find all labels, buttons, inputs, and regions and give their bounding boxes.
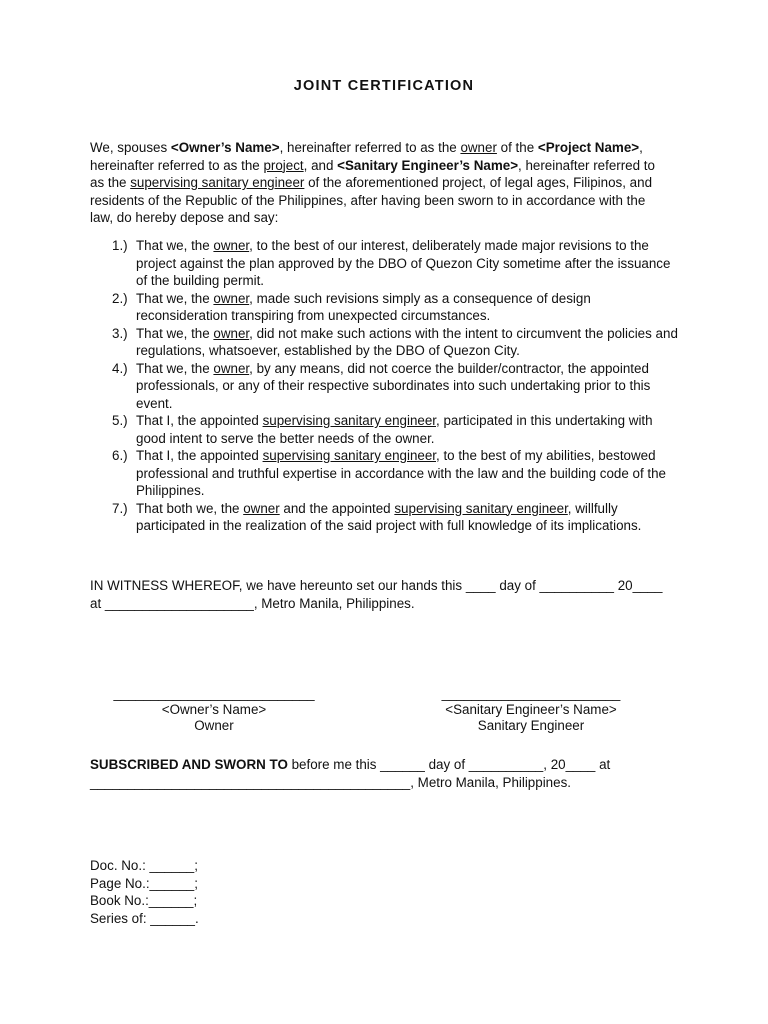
supervising-engineer-term: supervising sanitary engineer: [130, 175, 305, 190]
declaration-item: [112, 237, 684, 290]
notary-details: [90, 857, 199, 927]
item-text: That I, the appointed: [136, 448, 263, 463]
declaration-item: [112, 412, 684, 447]
owner-signature-line: ___________________________: [113, 686, 315, 701]
item-number: 4.): [112, 360, 128, 376]
series-number: Series of: ______.: [90, 910, 199, 926]
item-number: 2.): [112, 290, 128, 306]
sworn-text: before me this ______ day of __________, 20____ at ___________________________________________, Metro Manila, Philippines.: [90, 757, 611, 790]
item-text: , participated in this undertaking with good intent to serve the better needs of the owner.: [136, 413, 653, 446]
item-text: , to the best of our interest, deliberately made major revisions to the project against the plan approved by the DBO of Quezon City sometime after the issuance of the building permit.: [136, 238, 671, 288]
intro-text: , hereinafter referred to as the: [90, 140, 643, 173]
item-text: That we, the: [136, 360, 214, 376]
intro-text: , hereinafter referred to as the: [90, 157, 655, 190]
intro-paragraph: [90, 139, 670, 227]
item-text: That I, the appointed: [136, 413, 263, 428]
item-text: , willfully participated in the realization of the said project with full knowledge of its implications.: [136, 500, 642, 533]
owner-signature-block: [100, 686, 328, 734]
item-text: , by any means, did not coerce the builder/contractor, the appointed professionals, or any of their respective subordinates into such undertaking prior to this event.: [136, 360, 651, 411]
declaration-item: [112, 500, 684, 535]
project-name-placeholder: <Project Name>: [537, 140, 640, 155]
owner-name-label: <Owner’s Name>: [161, 702, 267, 717]
intro-text: of the: [496, 140, 538, 155]
item-number: 6.): [112, 448, 128, 463]
item-text: That we, the: [136, 325, 214, 341]
doc-number: Doc. No.: ______;: [90, 858, 198, 873]
item-underlined-term: owner: [213, 325, 250, 341]
item-underlined-term: owner: [213, 360, 250, 376]
engineer-role-label: Sanitary Engineer: [477, 718, 585, 733]
book-number: Book No.:______;: [90, 893, 198, 908]
owner-name-placeholder: <Owner’s Name>: [170, 140, 280, 155]
project-term: project: [263, 157, 304, 173]
item-text: and the appointed: [279, 500, 395, 516]
engineer-name-placeholder: <Sanitary Engineer’s Name>: [337, 157, 519, 173]
intro-text: of the aforementioned project, of legal ages, Filipinos, and residents of the Republic of the Philippines, after having been sworn to in accordance with the law, do hereby depose and say:: [90, 175, 653, 225]
declaration-item: [112, 325, 684, 360]
intro-text: , and: [303, 157, 338, 173]
item-text: , to the best of my abilities, bestowed professional and truthful expertise in accordance with the law and the building code of the Philippines.: [136, 448, 667, 498]
item-number: 7.): [112, 500, 128, 516]
sworn-heading: SUBSCRIBED AND SWORN TO: [90, 757, 288, 772]
item-number: 5.): [112, 413, 128, 428]
page-number: Page No.:______;: [90, 875, 198, 891]
engineer-name-label: <Sanitary Engineer’s Name>: [445, 702, 617, 717]
item-underlined-term: supervising sanitary engineer: [394, 500, 568, 516]
item-text: , did not make such actions with the intent to circumvent the policies and regulations, whatsoever, established by the DBO of Quezon City.: [136, 325, 678, 358]
document-title: JOINT CERTIFICATION: [293, 78, 475, 94]
engineer-signature-line: ________________________: [441, 686, 621, 701]
intro-text: , hereinafter referred to as the: [279, 140, 461, 155]
item-text: That both we, the: [136, 500, 244, 516]
item-text: , made such revisions simply as a consequence of design reconsideration transpiring from unexpected circumstances.: [136, 290, 591, 323]
owner-term: owner: [460, 140, 497, 155]
item-number: 3.): [112, 325, 128, 341]
sworn-paragraph: [90, 756, 670, 791]
item-text: That we, the: [136, 238, 214, 253]
declaration-item: [112, 290, 684, 325]
item-text: That we, the: [136, 290, 214, 306]
item-number: 1.): [112, 238, 128, 253]
owner-role-label: Owner: [194, 718, 234, 733]
item-underlined-term: supervising sanitary engineer: [262, 448, 436, 463]
intro-text: We, spouses: [90, 140, 171, 155]
witness-paragraph: IN WITNESS WHEREOF, we have hereunto set our hands this ____ day of __________ 20____ at ____________________, Metro Manila, Philippines.: [90, 578, 663, 611]
item-underlined-term: owner: [243, 500, 280, 516]
item-underlined-term: owner: [213, 290, 250, 306]
item-underlined-term: owner: [213, 238, 250, 253]
declarations-list: [112, 237, 684, 535]
declaration-item: [112, 447, 684, 500]
item-underlined-term: supervising sanitary engineer: [262, 413, 436, 428]
engineer-signature-block: [420, 686, 642, 734]
declaration-item: [112, 360, 684, 413]
